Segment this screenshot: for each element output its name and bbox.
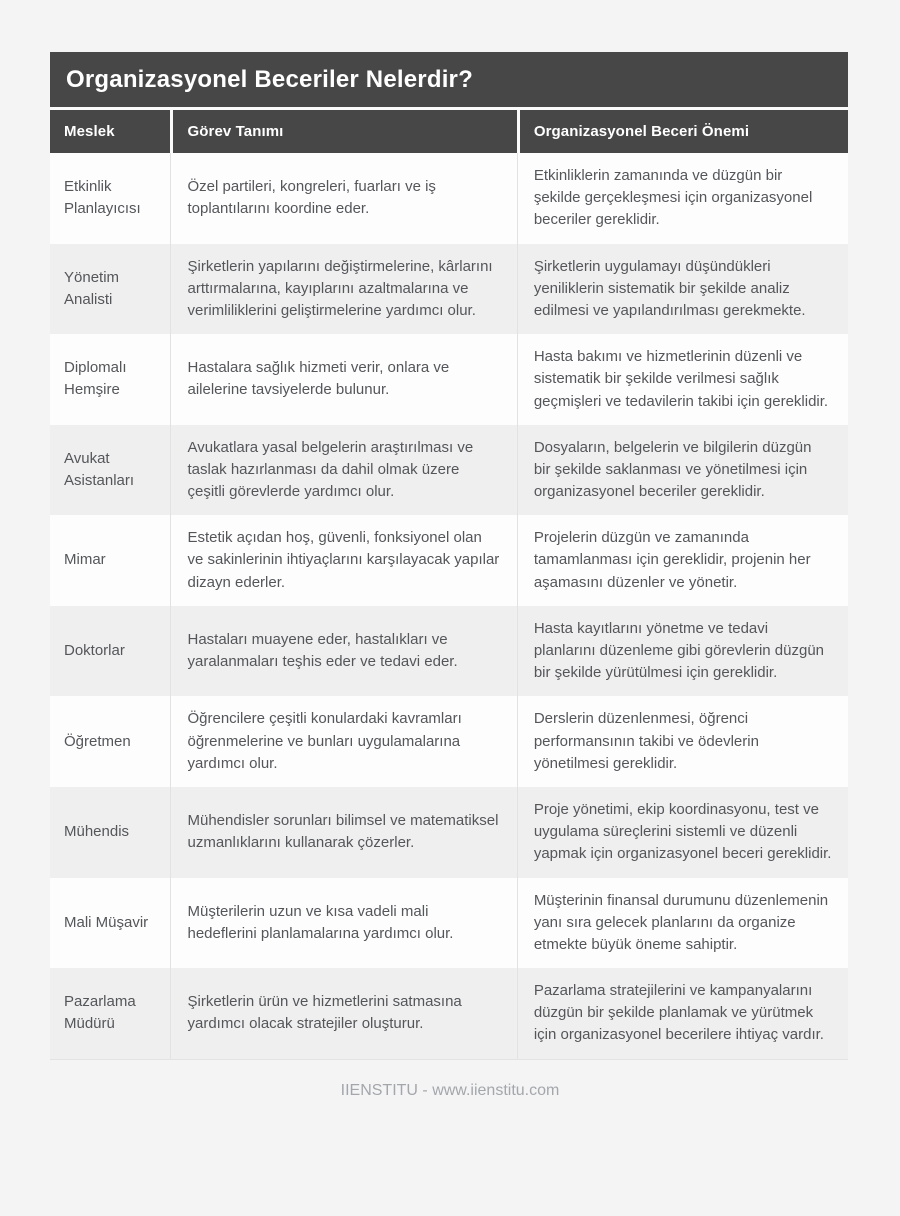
- table-row: [50, 334, 848, 425]
- job-description-cell: Şirketlerin ürün ve hizmetlerini satmasına yardımcı olacak stratejiler oluşturur.: [170, 968, 516, 1059]
- skill-importance-cell: Derslerin düzenlenmesi, öğrenci performansının takibi ve ödevlerin yönetilmesi gereklidir.: [517, 696, 848, 787]
- job-description-cell: Öğrencilere çeşitli konulardaki kavramları öğrenmelerine ve bunları uygulamalarına yardımcı olur.: [170, 696, 516, 787]
- table-row: [50, 696, 848, 787]
- skill-importance-cell: Projelerin düzgün ve zamanında tamamlanması için gereklidir, projenin her aşamasını düzenler ve yönetir.: [517, 515, 848, 606]
- profession-cell: Mali Müşavir: [64, 913, 149, 931]
- skills-table: [50, 110, 848, 1060]
- skill-importance-cell: Hasta kayıtlarını yönetme ve tedavi planlarını düzenleme gibi görevlerin düzgün bir şekilde yürütülmesi için gereklidir.: [517, 606, 848, 697]
- profession-cell: Öğretmen: [64, 732, 131, 750]
- profession-cell: Diplomalı Hemşire: [64, 359, 127, 399]
- skill-importance-cell: Etkinliklerin zamanında ve düzgün bir şekilde gerçekleşmesi için organizasyonel beceriler gereklidir.: [517, 153, 848, 244]
- skills-table-card: [50, 52, 848, 1060]
- skill-importance-cell: Şirketlerin uygulamayı düşündükleri yeniliklerin sistematik bir şekilde analiz edilmesi ve yapılandırılması gerekmekte.: [517, 244, 848, 335]
- profession-cell: Mimar: [64, 551, 106, 569]
- profession-cell: Avukat Asistanları: [64, 449, 135, 489]
- job-description-cell: Şirketlerin yapılarını değiştirmelerine, kârlarını arttırmalarına, kayıplarını azaltmalarına ve verimliliklerini geliştirmelerine yardımcı olur.: [170, 244, 516, 335]
- table-row: [50, 968, 848, 1059]
- job-description-cell: Özel partileri, kongreleri, fuarları ve iş toplantılarını koordine eder.: [170, 153, 516, 244]
- column-header-skill-importance: Organizasyonel Beceri Önemi: [517, 110, 848, 153]
- job-description-cell: Hastalara sağlık hizmeti verir, onlara ve ailelerine tavsiyelerde bulunur.: [170, 334, 516, 425]
- job-description-cell: Hastaları muayene eder, hastalıkları ve yaralanmaları teşhis eder ve tedavi eder.: [170, 606, 516, 697]
- skill-importance-cell: Pazarlama stratejilerini ve kampanyalarını düzgün bir şekilde planlamak ve yürütmek için organizasyonel becerilere ihtiyaç vardır.: [517, 968, 848, 1059]
- table-row: [50, 515, 848, 606]
- profession-cell: Doktorlar: [64, 642, 125, 659]
- page-title: Organizasyonel Beceriler Nelerdir?: [50, 52, 848, 110]
- footer-credit: IIENSTITU - www.iienstitu.com: [340, 1081, 560, 1099]
- profession-cell: Yönetim Analisti: [64, 268, 120, 308]
- table-row: [50, 425, 848, 516]
- skill-importance-cell: Hasta bakımı ve hizmetlerinin düzenli ve sistematik bir şekilde verilmesi sağlık geçmişleri ve tedavilerin takibi için gereklidir.: [517, 334, 848, 425]
- skill-importance-cell: Dosyaların, belgelerin ve bilgilerin düzgün bir şekilde saklanması ve yönetilmesi için organizasyonel beceriler gereklidir.: [517, 425, 848, 516]
- table-row: [50, 787, 848, 878]
- column-header-profession: Meslek: [50, 110, 170, 153]
- job-description-cell: Mühendisler sorunları bilimsel ve matematiksel uzmanlıklarını kullanarak çözerler.: [170, 787, 516, 878]
- profession-cell: Etkinlik Planlayıcısı: [64, 178, 141, 218]
- table-row: [50, 153, 848, 244]
- table-row: [50, 244, 848, 335]
- job-description-cell: Estetik açıdan hoş, güvenli, fonksiyonel olan ve sakinlerinin ihtiyaçlarını karşılayacak yapılar dizayn ederler.: [170, 515, 516, 606]
- table-header-row: [50, 110, 848, 153]
- profession-cell: Pazarlama Müdürü: [64, 993, 136, 1033]
- column-header-job-description: Görev Tanımı: [170, 110, 516, 153]
- profession-cell: Mühendis: [64, 823, 130, 841]
- table-row: [50, 606, 848, 697]
- job-description-cell: Avukatlara yasal belgelerin araştırılması ve taslak hazırlanması da dahil olmak üzere çeşitli görevlerde yardımcı olur.: [170, 425, 516, 516]
- skill-importance-cell: Proje yönetimi, ekip koordinasyonu, test ve uygulama süreçlerini sistemli ve düzenli yapmak için organizasyonel beceri gereklidir.: [517, 787, 848, 878]
- skill-importance-cell: Müşterinin finansal durumunu düzenlemenin yanı sıra gelecek planlarını da organize etmekte büyük öneme sahiptir.: [517, 878, 848, 969]
- job-description-cell: Müşterilerin uzun ve kısa vadeli mali hedeflerini planlamalarına yardımcı olur.: [170, 878, 516, 969]
- table-row: [50, 878, 848, 969]
